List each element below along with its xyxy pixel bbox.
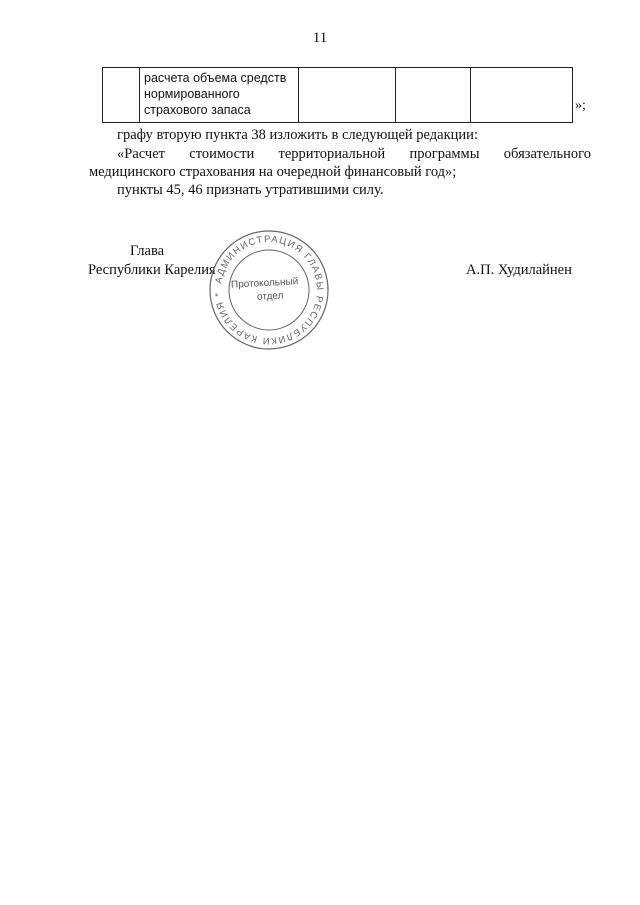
- stamp-center-line1: Протокольный: [230, 276, 299, 291]
- table-cell-empty: [299, 68, 396, 123]
- cell-line: страхового запаса: [144, 103, 251, 117]
- paragraph-quote-line2: медицинского страхования на очередной финансовый год»;: [89, 164, 457, 180]
- stamp-center-line2: отдел: [256, 290, 284, 303]
- stamp-graphic: [207, 228, 331, 352]
- table-fragment: [102, 67, 573, 123]
- paragraph-quote-line1: «Расчет стоимости территориальной программы обязательного: [117, 146, 591, 162]
- table-cell-empty: [396, 68, 471, 123]
- table-cell-name: [140, 68, 299, 123]
- official-stamp: [207, 228, 331, 352]
- cell-line: расчета объема средств: [144, 71, 287, 85]
- signature-title-line2: Республики Карелия: [88, 262, 216, 278]
- stamp-outer-ring: [210, 231, 328, 349]
- signature-name: А.П. Худилайнен: [466, 262, 572, 278]
- page-number: 11: [312, 30, 328, 46]
- table-row: [103, 68, 573, 123]
- signature-title-line1: Глава: [130, 243, 165, 259]
- table-closing-mark: »;: [575, 98, 586, 113]
- paragraph-repeal: пункты 45, 46 признать утратившими силу.: [117, 182, 384, 198]
- table-cell-empty: [471, 68, 573, 123]
- table-cell-number: [103, 68, 140, 123]
- cell-line: нормированного: [144, 87, 240, 101]
- stamp-ring-text: АДМИНИСТРАЦИЯ ГЛАВЫ РЕСПУБЛИКИ КАРЕЛИЯ *: [212, 233, 326, 347]
- paragraph-column-two: графу вторую пункта 38 изложить в следующей редакции:: [117, 127, 478, 143]
